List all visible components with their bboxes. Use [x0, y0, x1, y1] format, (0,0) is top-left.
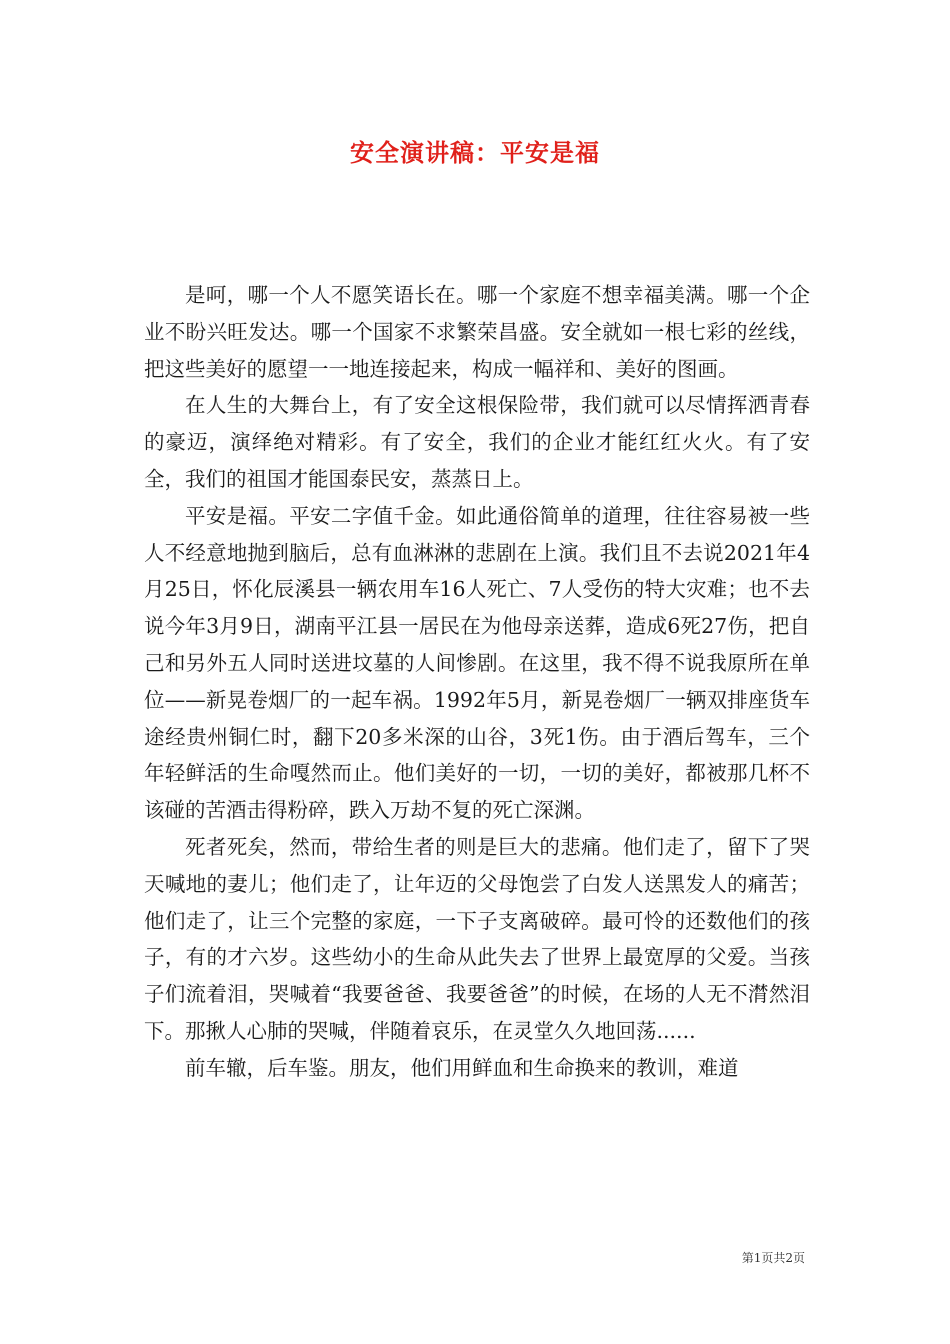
paragraph-2: 在人生的大舞台上，有了安全这根保险带，我们就可以尽情挥洒青春的豪迈，演绎绝对精彩。有了安全，我们的企业才能红红火火。有了安全，我们的祖国才能国泰民安，蒸蒸日上。 [144, 393, 810, 491]
page-number [742, 1249, 805, 1266]
paragraph-1: 是呵，哪一个人不愿笑语长在。哪一个家庭不想幸福美满。哪一个企业不盼兴旺发达。哪一个国家不求繁荣昌盛。安全就如一根七彩的丝线，把这些美好的愿望一一地连接起来，构成一幅祥和、美好的图画。 [144, 283, 810, 381]
paragraph-5: 前车辙，后车鉴。朋友，他们用鲜血和生命换来的教训，难道 [185, 1055, 739, 1080]
document-title: 安全演讲稿：平安是福 [350, 138, 600, 167]
page-number-label: 第1页共2页 [741, 1251, 805, 1265]
paragraph-4: 死者死矣，然而，带给生者的则是巨大的悲痛。他们走了，留下了哭天喊地的妻儿；他们走了，让年迈的父母饱尝了白发人送黑发人的痛苦；他们走了，让三个完整的家庭，一下子支离破碎。最可怜的还数他们的孩子，有的才六岁。这些幼小的生命从此失去了世界上最宽厚的父爱。当孩子们流着泪，哭喊着“我要爸爸、我要爸爸”的时候，在场的人无不潸然泪下。那揪人心肺的哭喊，伴随着哀乐，在灵堂久久地回荡...... [144, 834, 810, 1043]
paragraph-3: 平安是福。平安二字值千金。如此通俗简单的道理，往往容易被一些人不经意地抛到脑后，总有血淋淋的悲剧在上演。我们且不去说2021年4月25日，怀化辰溪县一辆农用车16人死亡、7人受伤的特大灾难；也不去说今年3月9日，湖南平江县一居民在为他母亲送葬，造成6死27伤，把自己和另外五人同时送进坟墓的人间惨剧。在这里，我不得不说我原所在单位——新晃卷烟厂的一起车祸。1992年5月，新晃卷烟厂一辆双排座货车途经贵州铜仁时，翻下20多米深的山谷，3死1伤。由于酒后驾车，三个年轻鲜活的生命嘎然而止。他们美好的一切，一切的美好，都被那几杯不该碰的苦酒击得粉碎，跌入万劫不复的死亡深渊。 [144, 503, 810, 823]
document-body [144, 277, 810, 1087]
